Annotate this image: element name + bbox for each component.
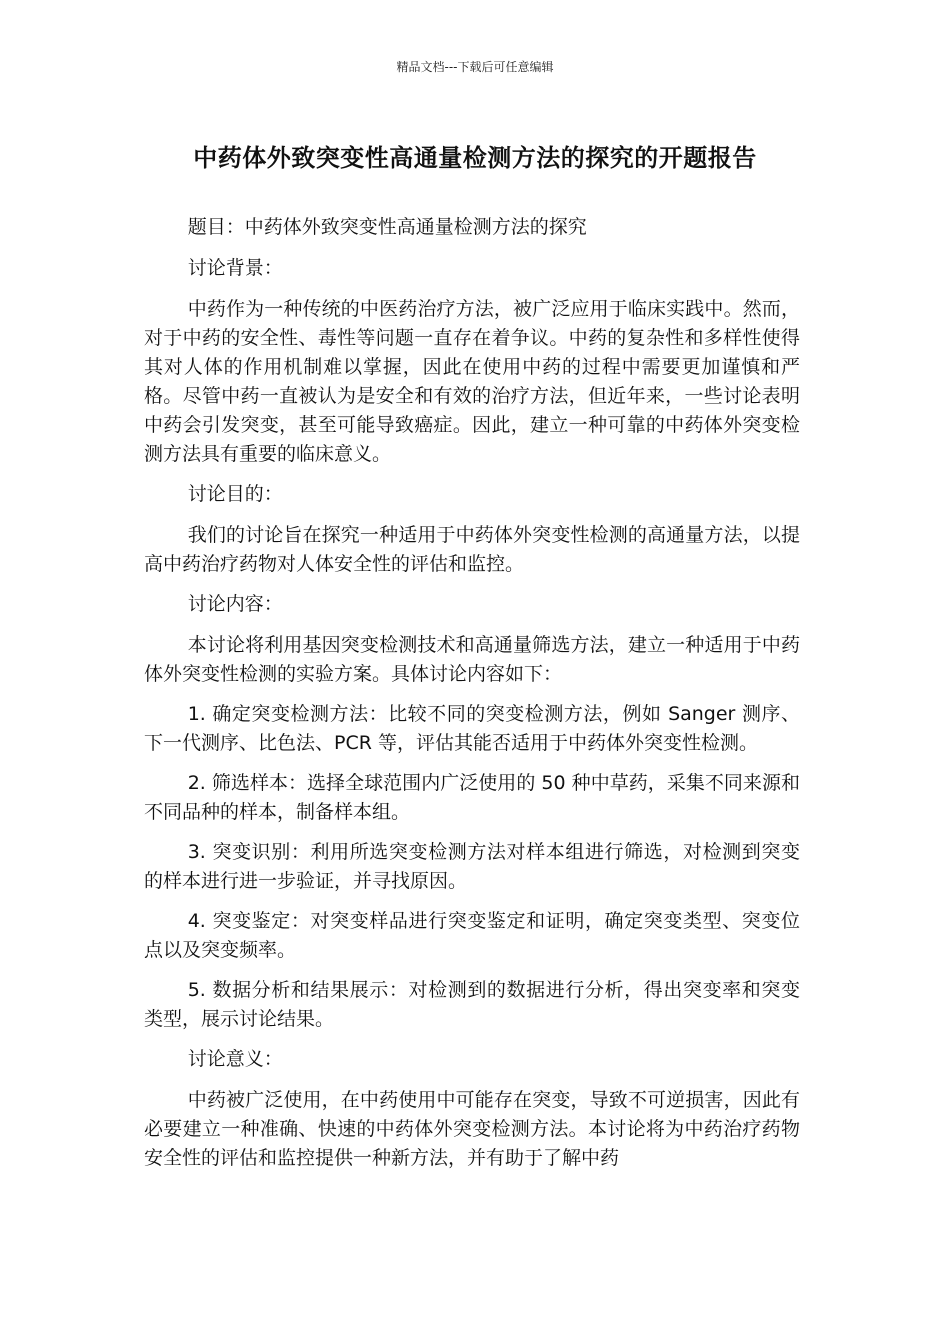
section-heading: 讨论意义： xyxy=(187,1048,283,1070)
section-heading: 讨论背景： xyxy=(187,257,283,279)
paragraph: 1. 确定突变检测方法：比较不同的突变检测方法，例如 Sanger 测序、下一代测序、比色法、PCR 等，评估其能否适用于中药体外突变性检测。 xyxy=(144,703,800,754)
paragraph: 我们的讨论旨在探究一种适用于中药体外突变性检测的高通量方法，以提高中药治疗药物对人体安全性的评估和监控。 xyxy=(144,524,800,575)
paragraph: 本讨论将利用基因突变检测技术和高通量筛选方法，建立一种适用于中药体外突变性检测的实验方案。具体讨论内容如下： xyxy=(144,634,800,685)
header-note: 精品文档---下载后可任意编辑 xyxy=(396,60,554,74)
section-heading: 题目：中药体外致突变性高通量检测方法的探究 xyxy=(187,216,587,238)
paragraph: 5. 数据分析和结果展示：对检测到的数据进行分析，得出突变率和突变类型，展示讨论结果。 xyxy=(144,979,800,1030)
section-heading: 讨论目的： xyxy=(187,483,283,505)
document-title: 中药体外致突变性高通量检测方法的探究的开题报告 xyxy=(193,144,757,172)
paragraph: 4. 突变鉴定：对突变样品进行突变鉴定和证明，确定突变类型、突变位点以及突变频率。 xyxy=(144,910,800,961)
paragraph: 2. 筛选样本：选择全球范围内广泛使用的 50 种中草药，采集不同来源和不同品种的样本，制备样本组。 xyxy=(144,772,800,823)
paragraph: 中药被广泛使用，在中药使用中可能存在突变，导致不可逆损害，因此有必要建立一种准确、快速的中药体外突变检测方法。本讨论将为中药治疗药物安全性的评估和监控提供一种新方法，并有助于了解中药 xyxy=(144,1089,800,1169)
paragraph: 3. 突变识别：利用所选突变检测方法对样本组进行筛选，对检测到突变的样本进行进一步验证，并寻找原因。 xyxy=(144,841,800,892)
document-body xyxy=(144,213,800,1184)
section-heading: 讨论内容： xyxy=(187,593,283,615)
paragraph: 中药作为一种传统的中医药治疗方法，被广泛应用于临床实践中。然而，对于中药的安全性、毒性等问题一直存在着争议。中药的复杂性和多样性使得其对人体的作用机制难以掌握，因此在使用中药的过程中需要更加谨慎和严格。尽管中药一直被认为是安全和有效的治疗方法，但近年来，一些讨论表明中药会引发突变，甚至可能导致癌症。因此，建立一种可靠的中药体外突变检测方法具有重要的临床意义。 xyxy=(144,298,800,465)
